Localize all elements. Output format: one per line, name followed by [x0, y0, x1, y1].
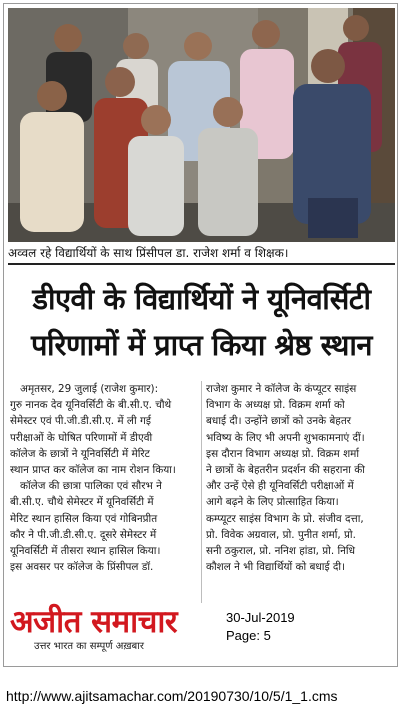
photo-caption: अव्वल रहे विद्यार्थियों के साथ प्रिंसीपल डा. राजेश शर्मा व शिक्षक। [8, 246, 289, 260]
body-line: विभाग के अध्यक्ष प्रो. विक्रम शर्मा को [206, 399, 345, 412]
body-line: सेमेस्टर एवं पी.जी.डी.सी.ए. में ली गई [10, 415, 151, 428]
newspaper-masthead [10, 604, 220, 654]
left-column [10, 381, 195, 575]
article-headline [8, 276, 395, 368]
body-line: राजेश कुमार ने कॉलेज के कंप्यूटर साइंस [206, 383, 357, 395]
body-line: कॉलेज के छात्रों ने यूनिवर्सिटी में मेरिट [10, 447, 150, 460]
page-number: Page: 5 [226, 628, 271, 643]
body-line: प्रो. विवेक अग्रवाल, प्रो. पुनीत शर्मा, प्रो. [206, 528, 356, 541]
body-line: कौर ने पी.जी.डी.सी.ए. दूसरे सेमेस्टर में [10, 528, 157, 541]
body-line: और उन्हें ऐसे ही यूनिवर्सिटी परीक्षाओं में [206, 480, 354, 493]
headline-line-2: परिणामों में प्राप्त किया श्रेष्ठ स्थान [30, 328, 373, 362]
publication-date: 30-Jul-2019 [226, 610, 295, 625]
headline-line-1: डीएवी के विद्यार्थियों ने यूनिवर्सिटी [32, 282, 371, 316]
body-line: भविष्य के लिए भी अपनी शुभकामनाएं दीं। [206, 431, 365, 444]
body-line: परीक्षाओं के घोषित परिणामों में डीएवी [10, 431, 153, 444]
caption-rule [8, 263, 395, 265]
body-line: इस अवसर पर कॉलेज के प्रिंसीपल डॉ. [10, 561, 154, 574]
body-line: कम्प्यूटर साइंस विभाग के प्रो. संजीव दत्ता, [206, 512, 364, 525]
body-line: मेरिट स्थान हासिल किया एवं गोबिनप्रीत [10, 512, 158, 525]
newspaper-tagline: उत्तर भारत का सम्पूर्ण अख़बार [34, 641, 144, 652]
body-line: कौशल ने भी विद्यार्थियों को बधाई दी। [206, 561, 346, 574]
body-line: गुरु नानक देव यूनिवर्सिटी के बी.सी.ए. चौथे [10, 399, 172, 412]
body-line: आगे बढ़ने के लिए प्रोत्साहित किया। [206, 496, 339, 509]
source-url: http://www.ajitsamachar.com/20190730/10/5/1_1.cms [6, 688, 338, 704]
body-line: सनी ठकुराल, प्रो. ननिश हांडा, प्रो. निधि [206, 545, 356, 558]
body-line: बधाई दी। उन्होंने छात्रों को उनके बेहतर [206, 415, 351, 428]
body-line: बी.सी.ए. चौथे सेमेस्टर में यूनिवर्सिटी में [10, 496, 154, 509]
column-divider [201, 381, 202, 603]
newspaper-logo: अजीत समाचार [10, 604, 178, 640]
article-body [10, 381, 395, 603]
group-photo [8, 8, 395, 242]
body-line: कॉलेज की छात्रा पालिका एवं सौरभ ने [20, 480, 162, 493]
right-column [206, 381, 391, 575]
newspaper-clipping [3, 3, 398, 667]
body-line: यूनिवर्सिटी में तीसरा स्थान हासिल किया। [10, 545, 161, 558]
body-line: ने छात्रों के बेहतरीन प्रदर्शन की सहराना की [206, 464, 365, 477]
group-photo-illustration [8, 8, 395, 242]
dateline: अमृतसर, 29 जुलाई (राजेश कुमार): [20, 383, 159, 395]
body-line: इस दौरान विभाग अध्यक्ष प्रो. विक्रम शर्मा [206, 447, 360, 460]
body-line: स्थान प्राप्त कर कॉलेज का नाम रोशन किया। [10, 464, 176, 477]
